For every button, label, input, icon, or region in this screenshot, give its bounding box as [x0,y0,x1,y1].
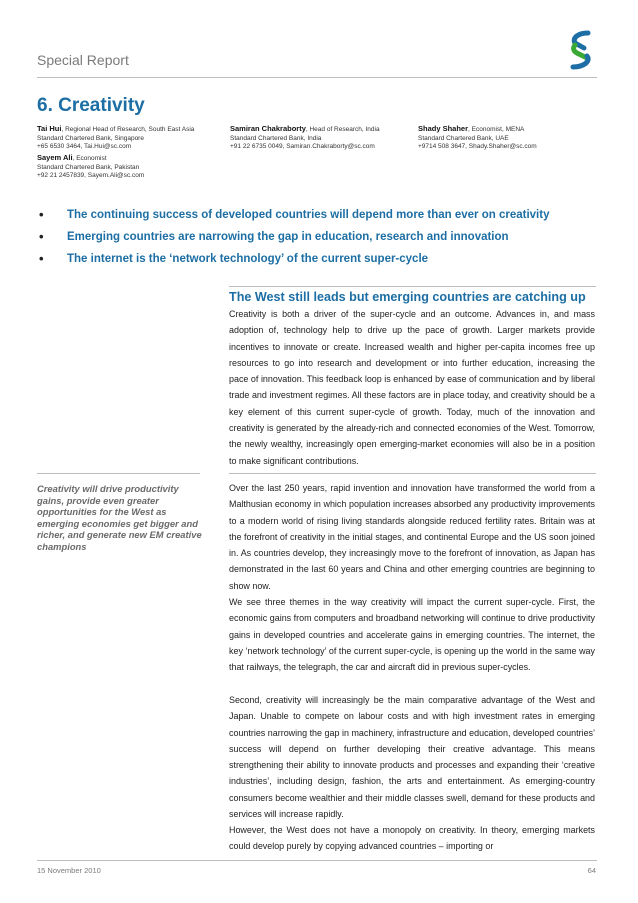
author-name: Tai Hui [37,124,62,133]
paragraph-text: Second, creativity will increasingly be the main comparative advantage of the West and Japan. Unable to compete on labour costs and with high investment rates in emerging countries narrowing the gap in machinery, infrastructure and education, developed countries’ success will depend on further developing their creative advantage. This means strengthening their ability to innovate products and processes and expanding their ‘creative industries’, including design, fashion, the arts and entertainment. As emerging-country consumers become wealthier and their middle classes swell, demand for these products and services will increase rapidly. [229,695,595,820]
author-name: Shady Shaher [418,124,469,133]
paragraph-text: Over the last 250 years, rapid invention and innovation have transformed the world from a Malthusian economy in which population increases absorbed any productivity improvements to a modern world of rising living standards alongside reduced fertility rates. Britain was at the forefront of creativity in the initial stages, and continental Europe and the US soon joined in. As countries develop, they increasingly move to the forefront of innovation, as Japan has demonstrated in the last 60 years and China and other emerging countries are beginning to show now. [229,483,595,591]
author-role: , Head of Research, India [305,126,380,133]
author-name: Sayem Ali [37,153,73,162]
author-org: Standard Chartered Bank, UAE [418,134,509,142]
pull-quote: Creativity will drive productivity gains, provide even greater opportunities for the West as emerging economies get bigger and richer, and generate new EM creative champions [37,483,202,552]
section-title: 6. Creativity [37,95,145,116]
paragraph-text: However, the West does not have a monopoly on creativity. In theory, emerging markets could develop purely by copying advanced countries – importing or [229,825,595,852]
paragraph-text: We see three themes in the way creativity will impact the current super-cycle. First, the economic gains from computers and broadband networking will continue to drive productivity gains in developed countries and accelerate gains in emerging countries. The internet, the key ‘network technology’ of the current super-cycle, is opening up the world in the same way that railways, the telegraph, the car and aircraft did in previous super-cycles. [229,597,595,673]
author-contact: +91 22 6735 0049, Samiran.Chakraborty@sc.com [230,143,375,150]
author-name: Samiran Chakraborty [230,124,306,133]
subheading: The West still leads but emerging countries are catching up [229,290,586,304]
body-paragraph [229,594,595,675]
author-role: , Economist [72,155,107,162]
author-block [418,125,618,152]
key-point: • The continuing success of developed countries will depend more than ever on creativity [37,208,597,230]
page-number: 64 [587,866,596,875]
author-org: Standard Chartered Bank, Singapore [37,134,144,142]
author-contact: +9714 508 3647, Shady.Shaher@sc.com [418,143,537,150]
body-paragraph [229,822,595,855]
body-paragraph [229,306,595,469]
body-paragraph [229,692,595,822]
author-block [37,154,237,181]
author-contact: +92 21 2457839, Sayem.Ali@sc.com [37,172,145,179]
column-divider [229,473,596,474]
key-point: • Emerging countries are narrowing the gap in education, research and innovation [37,230,597,252]
author-block [37,125,237,152]
key-point: • The internet is the ‘network technology’ of the current super-cycle [37,252,597,274]
author-contact: +65 6530 3464, Tai.Hui@sc.com [37,143,132,150]
callout-divider [37,473,200,474]
footer-date: 15 November 2010 [37,866,101,875]
report-header-title: Special Report [37,52,129,68]
subheading-divider [229,286,596,287]
bank-logo-icon [566,30,596,70]
author-org: Standard Chartered Bank, India [230,134,322,142]
key-points-list [37,208,597,274]
author-role: , Regional Head of Research, South East Asia [61,126,195,133]
header-divider [37,77,597,78]
author-org: Standard Chartered Bank, Pakistan [37,163,140,171]
footer-divider [37,860,597,861]
author-block [230,125,430,152]
paragraph-text: Creativity is both a driver of the super-cycle and an outcome. Advances in, and mass adoption of, technology help to drive up the pace of growth. Larger markets provide incentives to innovate or create. Increased wealth and higher per-capita incomes free up resources to go into research and development or into further education, increasing the pace of innovation. This feedback loop is enhanced by ease of communication and by liberal trade and investment regimes. All these factors are in place today, and creativity should be a key element of this current super-cycle of growth. Today, much of the innovation and creativity is generated by the already-rich and connected economies of the West. Tomorrow, the newly wealthy, increasingly open emerging-market economies will also be in a position to make significant contributions. [229,309,595,466]
body-paragraph [229,480,595,594]
author-role: , Economist, MENA [468,126,525,133]
